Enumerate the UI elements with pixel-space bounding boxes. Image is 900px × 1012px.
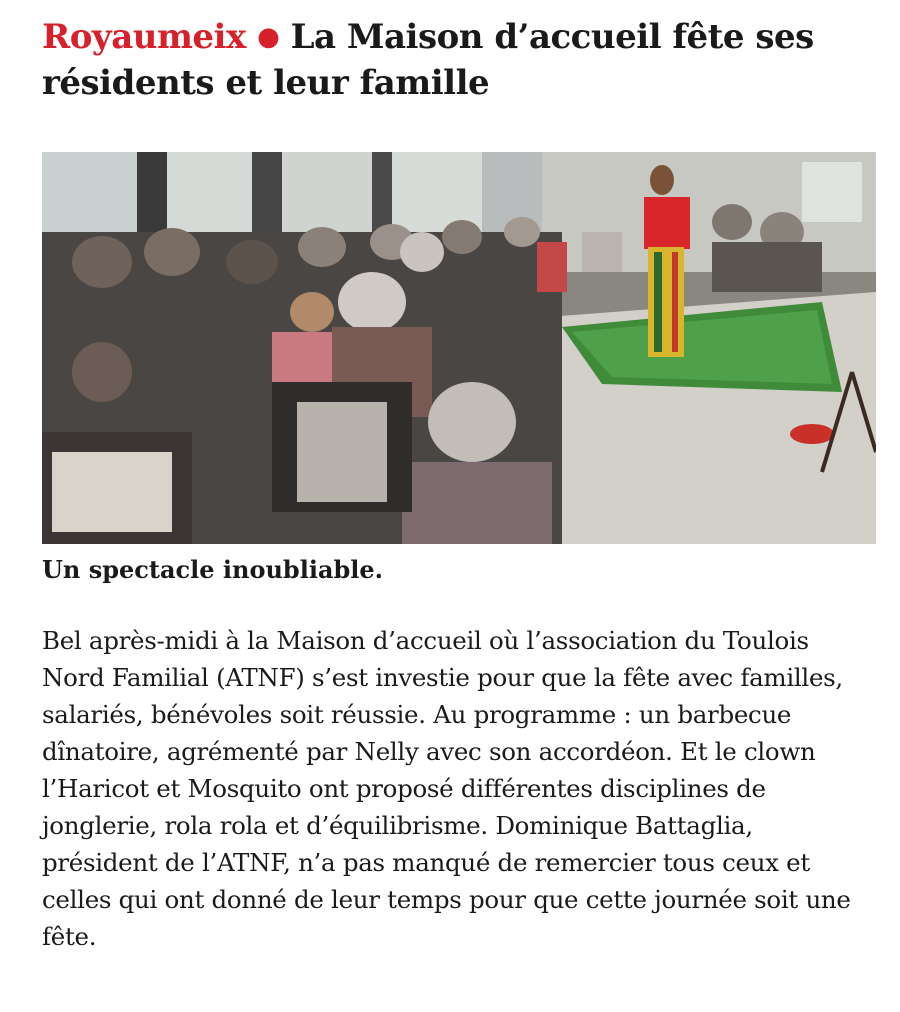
photo-image [42, 152, 876, 544]
headline-locality: Royaumeix [42, 17, 246, 57]
headline-bullet-icon: ● [257, 22, 280, 52]
article-body: Bel après-midi à la Maison d’accueil où l’association du Toulois Nord Familial (ATNF) s’est investie pour que la fête avec familles, salariés, bénévoles soit réussie. Au programme : un barbecue dînatoire, agrémenté par Nelly avec son accordéon. Et le clown l’Haricot et Mosquito ont proposé différentes disciplines de jonglerie, rola rola et d’équilibrisme. Dominique Battaglia, président de l’ATNF, n’a pas manqué de remercier tous ceux et celles qui ont donné de leur temps pour que cette journée soit une fête. [42, 626, 851, 951]
headline [42, 14, 862, 106]
photo-caption: Un spectacle inoubliable. [42, 555, 384, 584]
headline-title: La Maison d’accueil fête ses résidents et leur famille [42, 17, 814, 103]
article-photo [42, 152, 876, 544]
